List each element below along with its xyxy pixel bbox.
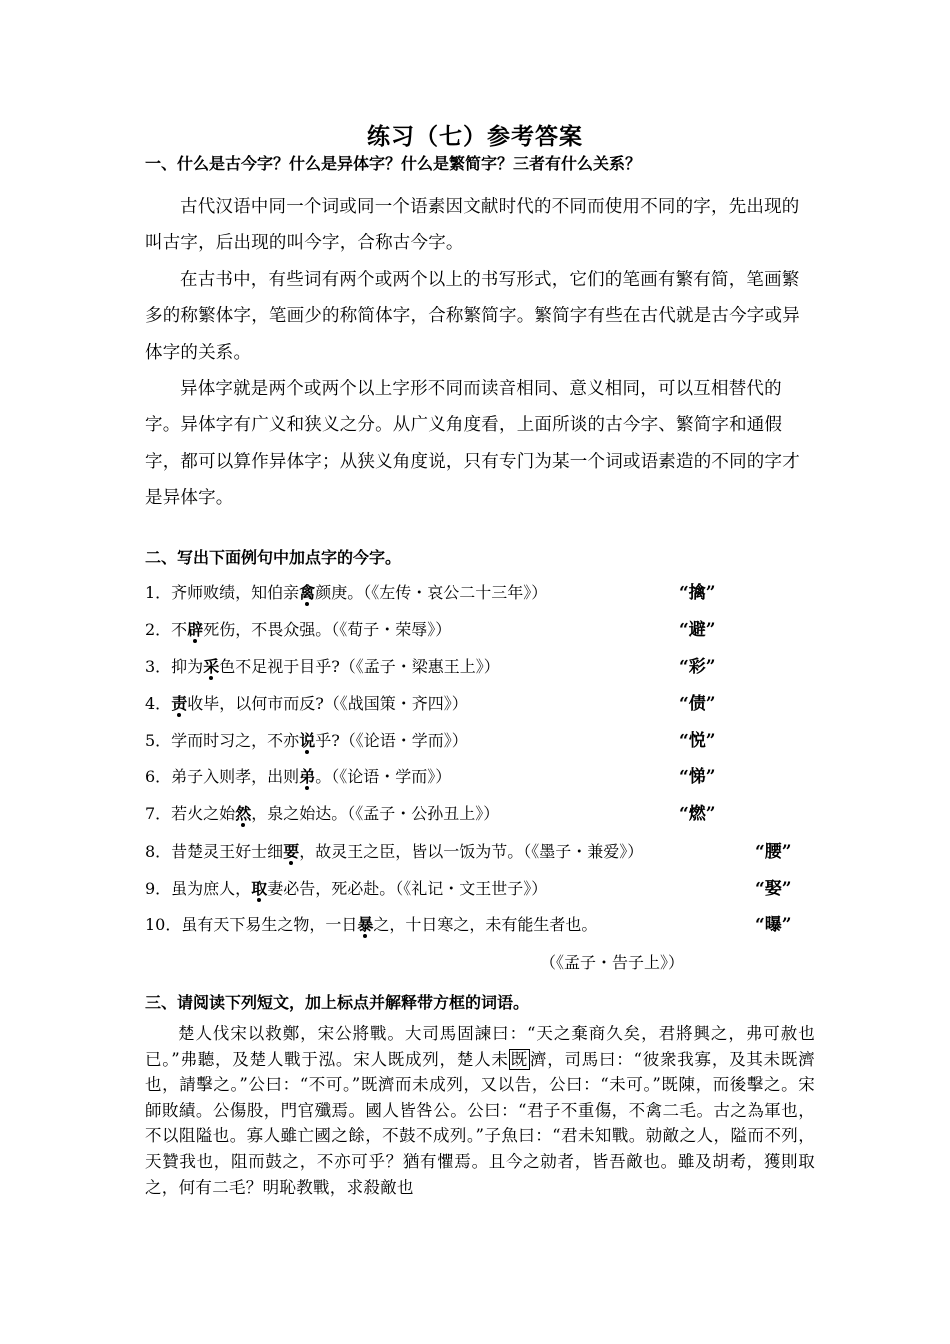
answer: “避” (679, 620, 716, 640)
item-text: ，泉之始达。（《孟子・公孙丑上》） (251, 804, 500, 823)
answer: “悌” (679, 767, 716, 787)
item-text: 1．齐师败绩，知伯亲 (145, 583, 300, 602)
exercise-item (145, 801, 825, 827)
exercise-item (145, 876, 825, 902)
passage-text: 濟，司馬曰：“彼衆我寡，及其未既濟也，請擊之。”公曰：“不可。”既濟而未成列，又以告，公曰：“未可。”既陳，而後擊之。宋師敗績。公傷股，門官殲焉。國人皆咎公。公曰：“君子不重傷，不禽二毛。古之為軍也，不以阻隘也。寡人雖亡國之餘，不鼓不成列。”子魚曰：“君未知戰。勍敵之人，隘而不列，天贊我也，阻而鼓之，不亦可乎？猶有懼焉。且今之勍者，皆吾敵也。雖及胡耇，獲則取之，何有二毛？明恥教戰，求殺敵也 (145, 1049, 815, 1197)
dotted-char: 辟 (187, 620, 204, 639)
exercise-item (145, 654, 825, 680)
answer: “彩” (679, 657, 716, 677)
item-text: 收毕，以何市而反?（《战国策・齐四》） (187, 694, 468, 713)
dotted-char: 然 (235, 804, 252, 823)
section-1-heading: 一、什么是古今字？什么是异体字？什么是繁简字？三者有什么关系？ (145, 154, 642, 173)
exercise-item (145, 764, 825, 790)
exercise-item (145, 912, 825, 938)
boxed-word: 既 (510, 1049, 528, 1069)
dotted-char: 取 (251, 879, 268, 898)
answer: “燃” (679, 804, 716, 824)
section-2-heading: 二、写出下面例句中加点字的今字。 (145, 548, 402, 567)
classical-passage (145, 1021, 815, 1200)
answer: “悦” (679, 731, 716, 751)
item-text: 妻必告，死必赴。（《礼记・文王世子》） (267, 879, 548, 898)
item-text: 之，十日寒之，未有能生者也。 (373, 915, 598, 934)
item-text: 死伤，不畏众强。（《荀子・荣辱》） (203, 620, 452, 639)
item-text: 4． (145, 694, 172, 713)
dotted-char: 暴 (357, 915, 374, 934)
item-text: 5．学而时习之，不亦 (145, 731, 300, 750)
item-text: 。（《论语・学而》） (315, 767, 452, 786)
dotted-char: 弟 (299, 767, 316, 786)
exercise-item (145, 691, 825, 717)
item-text: 9．虽为庶人， (145, 879, 252, 898)
answer: “腰” (755, 842, 792, 862)
item-text: 颜庚。（《左传・哀公二十三年》） (315, 583, 548, 602)
item-text: 色不足视于目乎?（《孟子・梁惠王上》） (219, 657, 500, 676)
paragraph: 古代汉语中同一个词或同一个语素因文献时代的不同而使用不同的字，先出现的叫古字，后出现的叫今字，合称古今字。 (145, 197, 800, 254)
paragraph: 异体字就是两个或两个以上字形不同而读音相同、意义相同，可以互相替代的字。异体字有广义和狭义之分。从广义角度看，上面所谈的古今字、繁简字和通假字，都可以算作异体字；从狭义角度说，只有专门为某一个词或语素造的不同的字才是异体字。 (145, 379, 800, 509)
item-text: 乎?（《论语・学而》） (315, 731, 468, 750)
answer: “曝” (755, 915, 792, 935)
item-text: 2．不 (145, 620, 188, 639)
dotted-char: 禽 (299, 583, 316, 602)
section-3-heading: 三、请阅读下列短文，加上标点并解释带方框的词语。 (145, 993, 530, 1012)
page-title: 练习（七）参考答案 (367, 123, 583, 150)
exercise-item (145, 580, 825, 606)
item-text: 7．若火之始 (145, 804, 236, 823)
section-1-body (145, 189, 813, 517)
passage-text: 楚人伐宋以救鄭，宋公將戰。大司馬固諫曰：“天之棄商久矣，君將興之，弗可赦也已。”弗聽，及楚人戰于泓。宋人既成列，楚人未 (145, 1024, 815, 1069)
exercise-item (145, 839, 825, 865)
dotted-char: 责 (171, 694, 188, 713)
exercise-item (145, 617, 825, 643)
item-text: 8．昔楚灵王好士细 (145, 842, 284, 861)
answer: “擒” (679, 583, 716, 603)
item-10-source: （《孟子・告子上》） (540, 953, 685, 972)
item-text: 3．抑为 (145, 657, 204, 676)
dotted-char: 要 (283, 842, 300, 861)
answer: “债” (679, 694, 716, 714)
paragraph: 在古书中，有些词有两个或两个以上的书写形式，它们的笔画有繁有简，笔画繁多的称繁体字，笔画少的称简体字，合称繁简字。繁简字有些在古代就是古今字或异体字的关系。 (145, 269, 800, 363)
dotted-char: 采 (203, 657, 220, 676)
item-text: 10．虽有天下易生之物，一日 (145, 915, 358, 934)
answer: “娶” (755, 879, 792, 899)
exercise-item (145, 728, 825, 754)
item-text: ，故灵王之臣，皆以一饭为节。（《墨子・兼爱》） (299, 842, 644, 861)
dotted-char: 说 (299, 731, 316, 750)
item-text: 6．弟子入则孝，出则 (145, 767, 300, 786)
